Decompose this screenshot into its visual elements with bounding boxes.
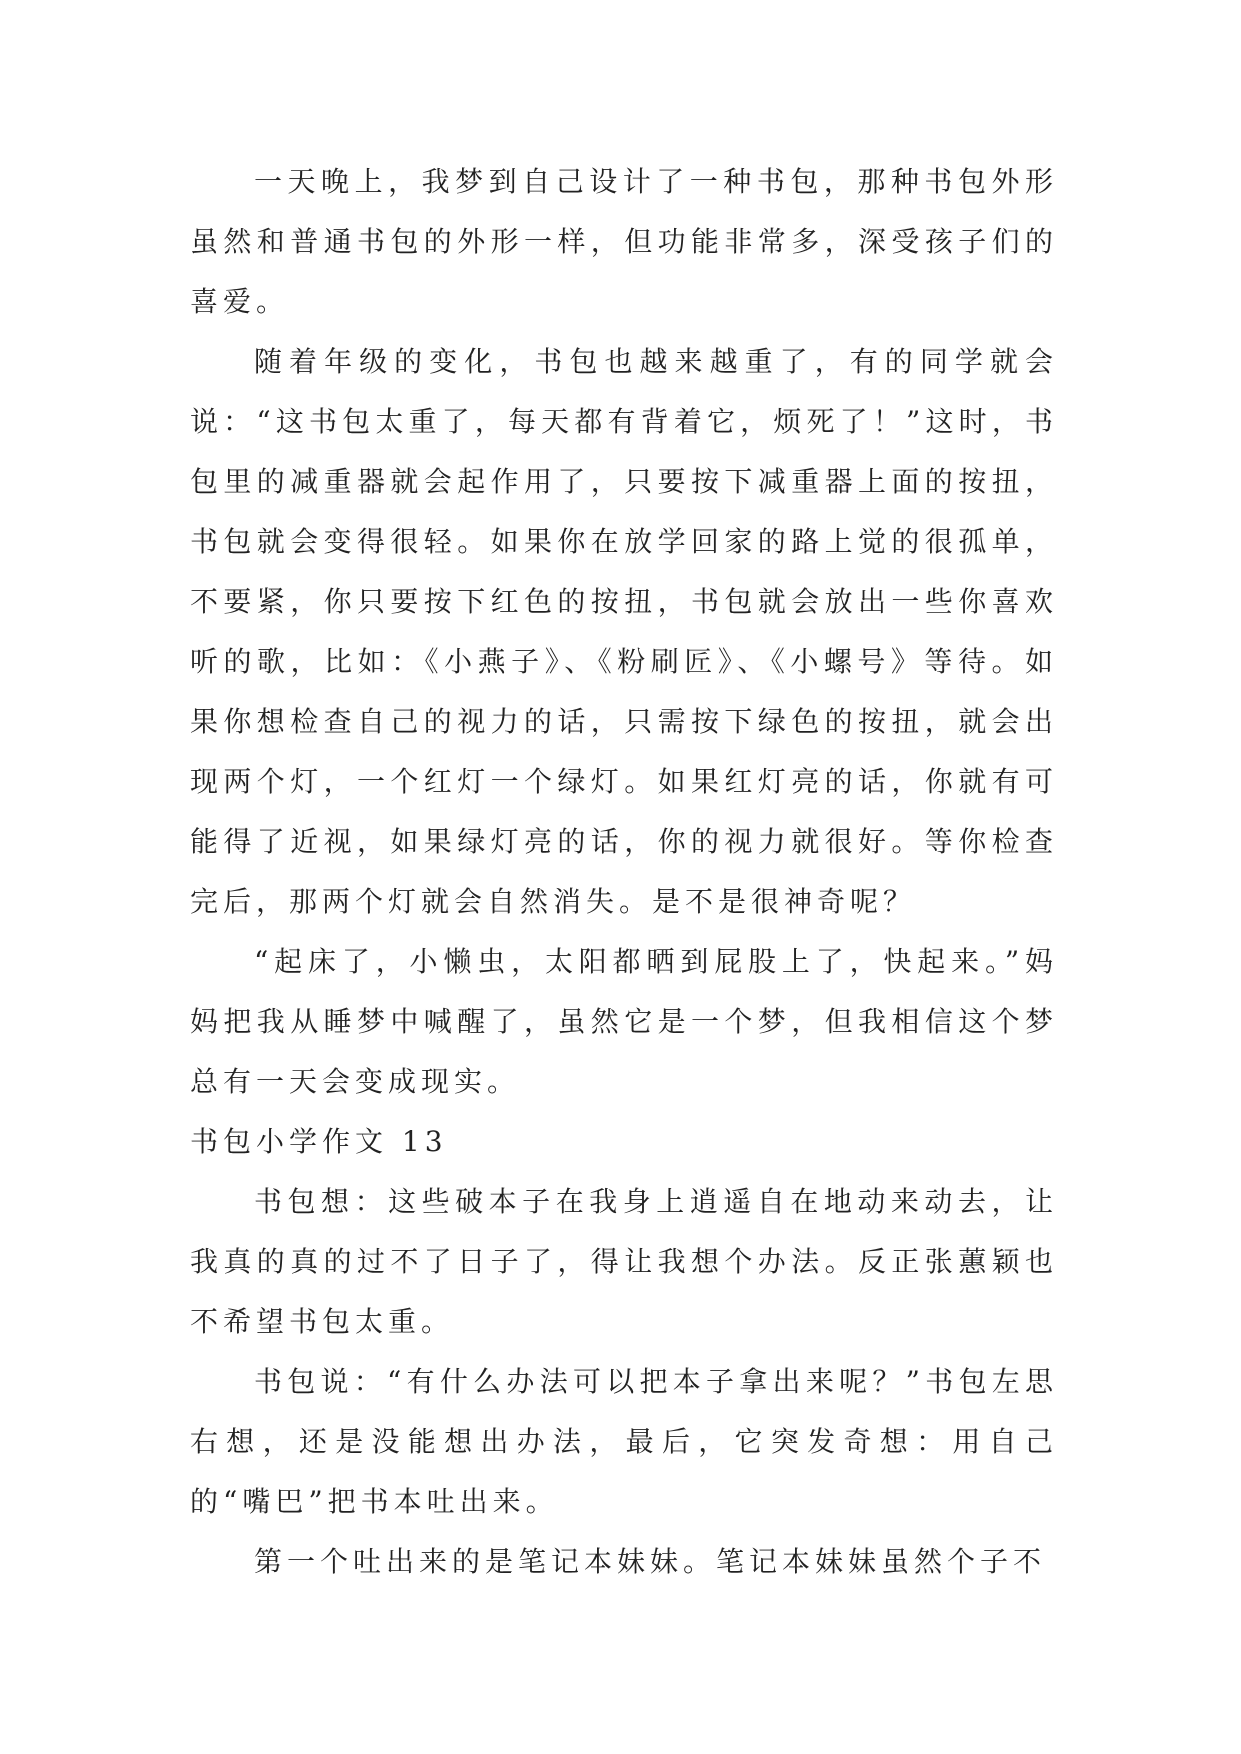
document-page <box>190 152 1058 1592</box>
paragraph-bag-says: 书包说：“有什么办法可以把本子拿出来呢？”书包左思右想，还是没能想出办法，最后，它突发奇想：用自己的“嘴巴”把书本吐出来。 <box>190 1365 1058 1518</box>
paragraph-bag-thinks: 书包想：这些破本子在我身上逍遥自在地动来动去，让我真的真的过不了日子了，得让我想个办法。反正张蕙颖也不希望书包太重。 <box>190 1185 1058 1338</box>
section-title: 书包小学作文 13 <box>190 1125 448 1158</box>
paragraph-dream-intro: 一天晚上，我梦到自己设计了一种书包，那种书包外形虽然和普通书包的外形一样，但功能非常多，深受孩子们的喜爱。 <box>190 165 1058 318</box>
paragraph-bag-features: 随着年级的变化，书包也越来越重了，有的同学就会说：“这书包太重了，每天都有背着它，烦死了！”这时，书包里的减重器就会起作用了，只要按下减重器上面的按扭，书包就会变得很轻。如果你在放学回家的路上觉的很孤单，不要紧，你只要按下红色的按扭，书包就会放出一些你喜欢听的歌，比如：《小燕子》、《粉刷匠》、《小螺号》等待。如果你想检查自己的视力的话，只需按下绿色的按扭，就会出现两个灯，一个红灯一个绿灯。如果红灯亮的话，你就有可能得了近视，如果绿灯亮的话，你的视力就很好。等你检查完后，那两个灯就会自然消失。是不是很神奇呢？ <box>190 345 1058 918</box>
paragraph-first-out: 第一个吐出来的是笔记本妹妹。笔记本妹妹虽然个子不 <box>254 1545 1047 1578</box>
paragraph-wake-up: “起床了，小懒虫，太阳都晒到屁股上了，快起来。”妈妈把我从睡梦中喊醒了，虽然它是一个梦，但我相信这个梦总有一天会变成现实。 <box>190 945 1058 1098</box>
